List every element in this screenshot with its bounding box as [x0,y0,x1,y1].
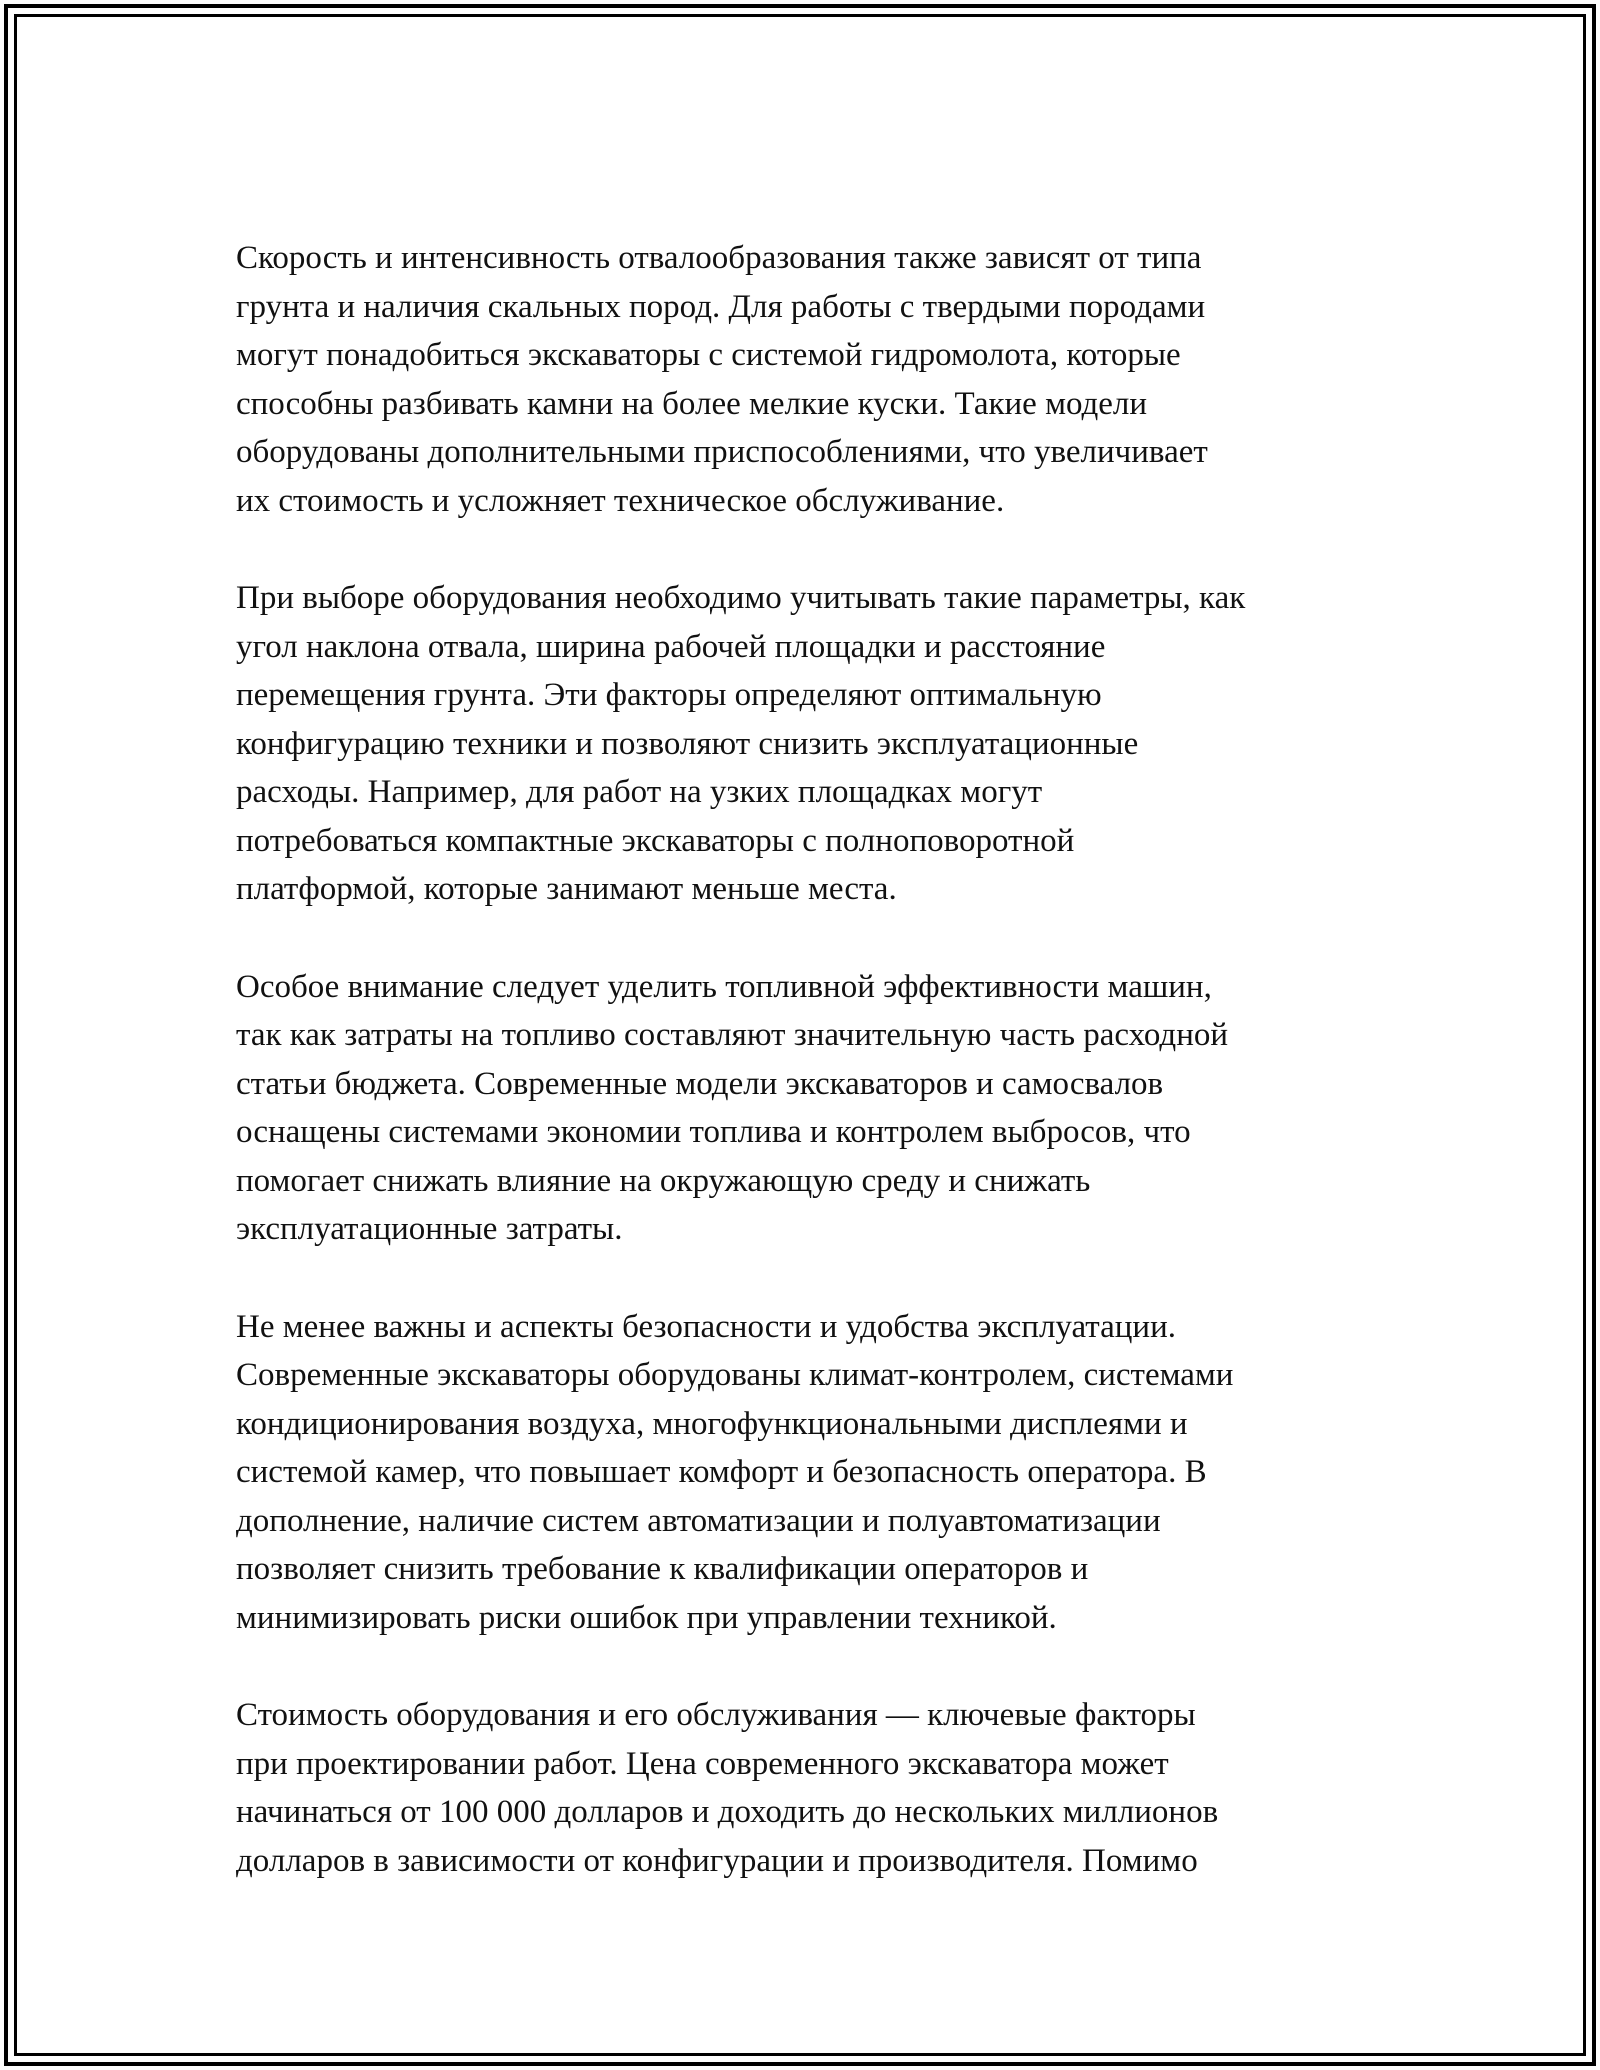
text-line: их стоимость и усложняет техническое обслуживание. [236,482,1005,519]
text-line: платформой, которые занимают меньше места. [236,871,897,907]
paragraph [236,963,1396,1254]
text-line: позволяет снизить требование к квалификации операторов и [236,1551,1089,1587]
text-line: так как затраты на топливо составляют значительную часть расходной [236,1017,1229,1053]
text-line: потребоваться компактные экскаваторы с полноповоротной [236,822,1075,859]
text-line: могут понадобиться экскаваторы с системой гидромолота, которые [236,337,1181,373]
text-line: статьи бюджета. Современные модели экскаваторов и самосвалов [236,1065,1164,1102]
text-line: Особое внимание следует уделить топливной эффективности машин, [236,968,1212,1005]
text-line: долларов в зависимости от конфигурации и производителя. Помимо [236,1842,1198,1879]
text-line: способны разбивать камни на более мелкие куски. Такие модели [236,385,1148,422]
text-line: начинаться от 100 000 долларов и доходить до нескольких миллионов [236,1794,1219,1830]
text-line: минимизировать риски ошибок при управлении техникой. [236,1599,1057,1636]
text-line: перемещения грунта. Эти факторы определяют оптимальную [236,677,1102,713]
text-line: расходы. Например, для работ на узких площадках могут [236,774,1043,810]
text-line: при проектировании работ. Цена современного экскаватора может [236,1745,1169,1782]
text-line: При выборе оборудования необходимо учитывать такие параметры, как [236,580,1246,616]
text-line: кондиционирования воздуха, многофункциональными дисплеями и [236,1405,1188,1442]
paragraph [236,1303,1396,1643]
text-line: угол наклона отвала, ширина рабочей площадки и расстояние [236,628,1106,665]
text-line: оборудованы дополнительными приспособлениями, что увеличивает [236,434,1208,470]
text-line: системой камер, что повышает комфорт и безопасность оператора. В [236,1454,1207,1490]
paragraph [236,574,1396,914]
text-line: эксплуатационные затраты. [236,1211,623,1247]
text-line: дополнение, наличие систем автоматизации и полуавтоматизации [236,1502,1161,1539]
text-line: конфигурацию техники и позволяют снизить эксплуатационные [236,725,1139,762]
text-line: Стоимость оборудования и его обслуживания — ключевые факторы [236,1697,1196,1733]
text-line: Современные экскаваторы оборудованы климат-контролем, системами [236,1357,1234,1393]
text-line: Не менее важны и аспекты безопасности и удобства эксплуатации. [236,1308,1176,1345]
text-line: помогает снижать влияние на окружающую среду и снижать [236,1162,1091,1199]
paragraph [236,234,1396,525]
document-body [236,234,1396,1934]
text-line: оснащены системами экономии топлива и контролем выбросов, что [236,1114,1191,1150]
text-line: Скорость и интенсивность отвалообразования также зависят от типа [236,240,1202,276]
paragraph [236,1691,1396,1885]
text-line: грунта и наличия скальных пород. Для работы с твердыми породами [236,288,1206,325]
